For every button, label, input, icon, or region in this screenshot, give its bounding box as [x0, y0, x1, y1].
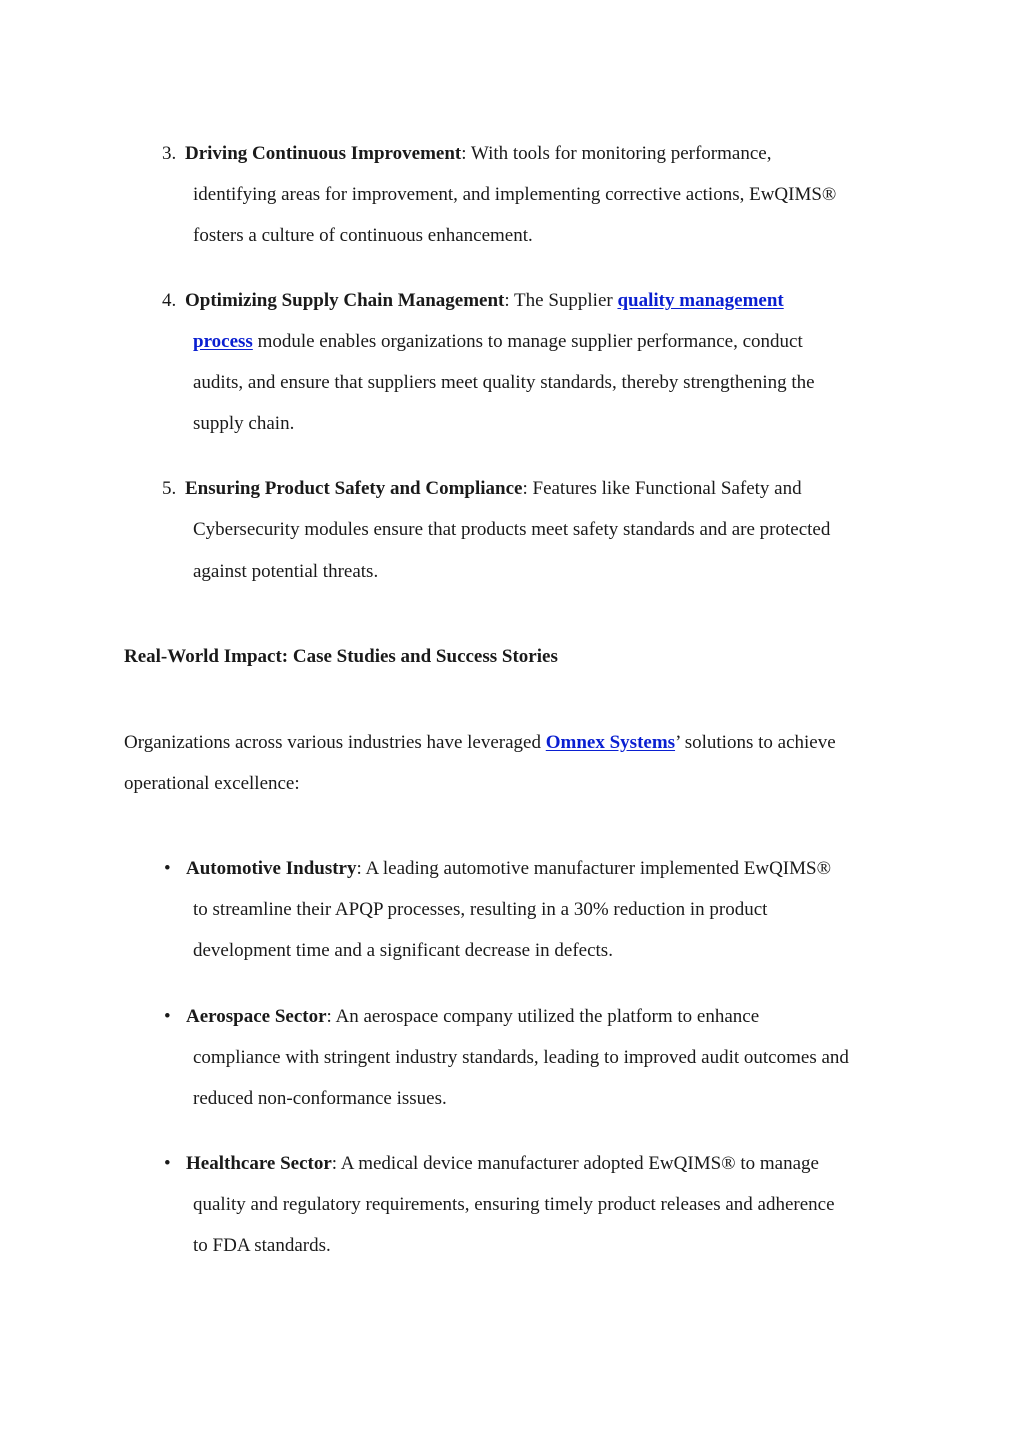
bullet-marker: • — [164, 858, 171, 879]
numbered-item-4-line-1 — [162, 290, 784, 312]
bullet-text: : A leading automotive manufacturer implemented EwQIMS® — [356, 858, 832, 879]
bullet-marker: • — [164, 1153, 171, 1174]
item-text: : Features like Functional Safety and — [522, 478, 802, 499]
item-number: 4. — [162, 290, 177, 311]
bullet-item-automotive-line-3: development time and a significant decrease in defects. — [193, 940, 613, 961]
omnex-systems-link[interactable]: Omnex Systems — [545, 732, 676, 753]
item-title: Ensuring Product Safety and Compliance — [185, 478, 523, 499]
intro-text: ’ solutions to achieve — [675, 732, 836, 753]
numbered-item-3-line-2: identifying areas for improvement, and implementing corrective actions, EwQIMS® — [193, 184, 837, 205]
item-number: 5. — [162, 478, 177, 499]
item-title: Driving Continuous Improvement — [185, 143, 462, 164]
bullet-text: : An aerospace company utilized the platform to enhance — [326, 1006, 760, 1027]
bullet-item-aerospace-line-3: reduced non-conformance issues. — [193, 1088, 447, 1109]
intro-line-2: operational excellence: — [124, 773, 300, 794]
numbered-item-4-line-4: supply chain. — [193, 413, 295, 434]
numbered-item-3-line-1 — [162, 143, 771, 165]
item-title: Optimizing Supply Chain Management — [185, 290, 505, 311]
bullet-item-aerospace-line-2: compliance with stringent industry standards, leading to improved audit outcomes and — [193, 1047, 849, 1068]
numbered-item-5-line-1 — [162, 478, 802, 500]
item-text: : The Supplier — [504, 290, 618, 311]
bullet-title: Aerospace Sector — [186, 1006, 327, 1027]
item-text: : With tools for monitoring performance, — [461, 143, 772, 164]
section-heading: Real-World Impact: Case Studies and Success Stories — [124, 646, 558, 667]
numbered-item-3-line-3: fosters a culture of continuous enhancement. — [193, 225, 533, 246]
numbered-item-5-line-2: Cybersecurity modules ensure that products meet safety standards and are protected — [193, 519, 831, 540]
quality-management-link[interactable]: quality management — [617, 290, 784, 311]
bullet-item-automotive-line-1 — [164, 858, 831, 880]
process-link[interactable]: process — [193, 331, 253, 352]
item-text: module enables organizations to manage supplier performance, conduct — [252, 331, 803, 352]
bullet-item-automotive-line-2: to streamline their APQP processes, resulting in a 30% reduction in product — [193, 899, 768, 920]
numbered-item-4-line-2 — [193, 331, 803, 353]
numbered-item-4-line-3: audits, and ensure that suppliers meet quality standards, thereby strengthening the — [193, 372, 815, 393]
bullet-title: Automotive Industry — [186, 858, 357, 879]
numbered-item-5-line-3: against potential threats. — [193, 561, 379, 582]
bullet-item-aerospace-line-1 — [164, 1006, 759, 1028]
bullet-item-healthcare-line-2: quality and regulatory requirements, ensuring timely product releases and adherence — [193, 1194, 835, 1215]
intro-text: Organizations across various industries have leveraged — [124, 732, 546, 753]
bullet-title: Healthcare Sector — [186, 1153, 332, 1174]
bullet-item-healthcare-line-3: to FDA standards. — [193, 1235, 331, 1256]
bullet-item-healthcare-line-1 — [164, 1153, 819, 1175]
item-number: 3. — [162, 143, 177, 164]
bullet-text: : A medical device manufacturer adopted EwQIMS® to manage — [331, 1153, 819, 1174]
bullet-marker: • — [164, 1006, 171, 1027]
intro-line-1 — [124, 732, 836, 754]
